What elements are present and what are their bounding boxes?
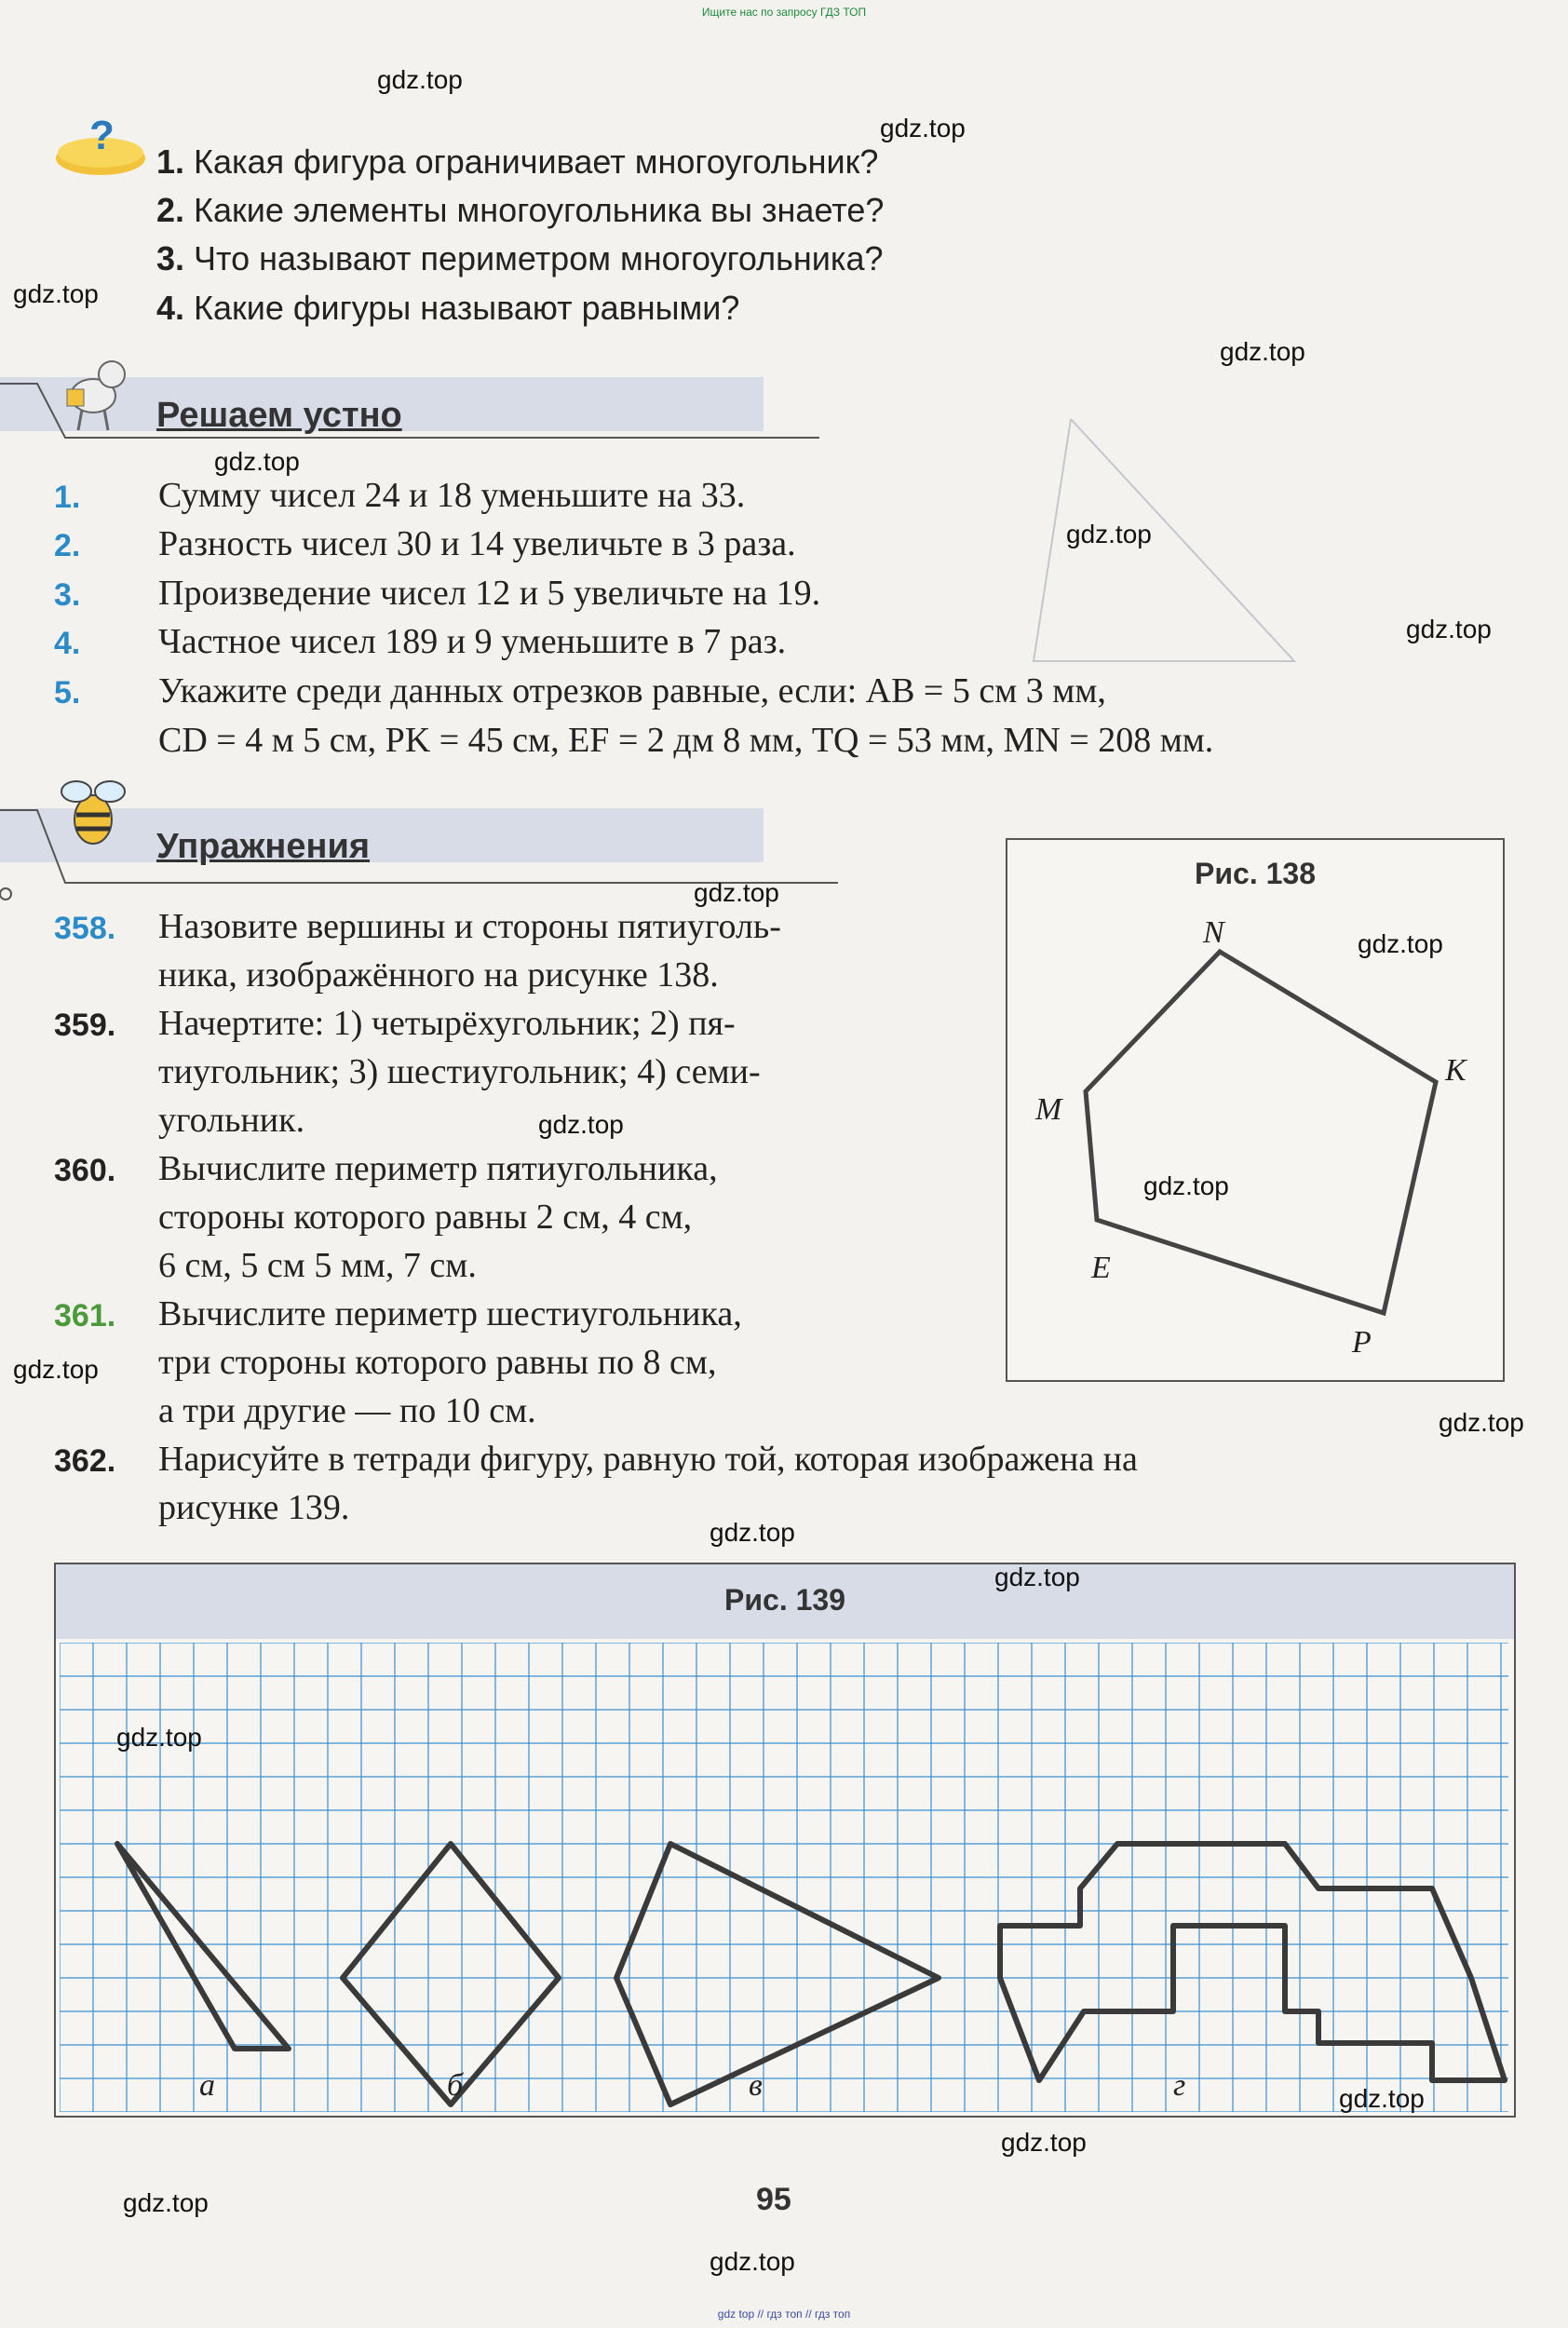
watermark: gdz.top	[1220, 337, 1305, 366]
exercise-num-362: 362.	[54, 1443, 116, 1479]
oral-task-1: Сумму чисел 24 и 18 уменьшите на 33.	[158, 476, 746, 515]
figure-138	[1006, 838, 1505, 1382]
watermark: gdz.top	[1439, 1408, 1524, 1437]
figure-139-grid	[60, 1643, 1508, 2112]
shape-v-quadrilateral	[616, 1844, 939, 2105]
bee-icon	[47, 764, 140, 857]
vertex-label-p: P	[1352, 1325, 1372, 1360]
exercises-section-title: Упражнения	[156, 827, 371, 866]
watermark: gdz.top	[994, 1563, 1080, 1591]
oral-task-3: Произведение чисел 12 и 5 увеличьте на 19.	[158, 574, 821, 613]
oral-num-3: 3.	[54, 577, 81, 613]
figure-139-label-1: а	[199, 2068, 215, 2103]
watermark: gdz.top	[123, 2188, 209, 2217]
watermark: gdz.top	[1066, 520, 1152, 548]
exercise-num-358: 358.	[54, 911, 116, 946]
vertex-label-e: E	[1091, 1251, 1111, 1285]
exercise-362-line2: рисунке 139.	[158, 1488, 350, 1527]
oral-task-5-line1: Укажите среди данных отрезков равные, если: AB = 5 см 3 мм,	[158, 671, 1106, 711]
watermark: gdz.top	[694, 878, 779, 907]
figure-139	[54, 1563, 1516, 2118]
shape-b-rhombus	[343, 1844, 559, 2105]
question-icon	[54, 119, 147, 177]
exercise-num-361: 361.	[54, 1298, 116, 1333]
oral-task-4: Частное чисел 189 и 9 уменьшите в 7 раз.	[158, 622, 787, 661]
exercise-359-line3: угольник.	[158, 1101, 305, 1140]
shape-a-triangle	[117, 1844, 289, 2049]
exercise-361-line2: три стороны которого равны по 8 см,	[158, 1343, 717, 1382]
figure-138-caption: Рис. 138	[1195, 857, 1316, 890]
question-4: 4. Какие фигуры называют равными?	[156, 289, 740, 327]
oral-num-4: 4.	[54, 626, 81, 661]
oral-num-1: 1.	[54, 480, 81, 515]
figure-139-label-2: б	[447, 2068, 464, 2103]
watermark: gdz.top	[1339, 2084, 1425, 2113]
dog-icon	[47, 345, 140, 438]
figure-139-caption: Рис. 139	[724, 1583, 845, 1617]
watermark: gdz.top	[1406, 615, 1492, 643]
watermark: gdz.top	[13, 279, 99, 308]
svg-text:?: ?	[89, 119, 115, 158]
exercise-361-line1: Вычислите периметр шестиугольника,	[158, 1294, 742, 1333]
exercise-359-line2: тиугольник; 3) шестиугольник; 4) семи-	[158, 1052, 761, 1091]
watermark: gdz.top	[710, 2247, 795, 2276]
exercise-358-line1: Назовите вершины и стороны пятиуголь-	[158, 907, 781, 946]
page-number: 95	[756, 2182, 791, 2217]
exercise-num-359: 359.	[54, 1008, 116, 1043]
exercise-360-line1: Вычислите периметр пятиугольника,	[158, 1149, 718, 1188]
exercise-359-line1: Начертите: 1) четырёхугольник; 2) пя-	[158, 1004, 736, 1043]
exercise-361-line3: а три другие — по 10 см.	[158, 1391, 536, 1430]
vertex-label-n: N	[1203, 915, 1224, 950]
exercise-360-line2: стороны которого равны 2 см, 4 см,	[158, 1198, 693, 1237]
watermark: gdz.top	[1358, 929, 1443, 958]
watermark: gdz.top	[214, 447, 300, 476]
exercise-360-line3: 6 см, 5 см 5 мм, 7 см.	[158, 1246, 477, 1285]
question-3: 3. Что называют периметром многоугольника?	[156, 239, 884, 277]
oral-task-2: Разность чисел 30 и 14 увеличьте в 3 раза.	[158, 524, 796, 563]
watermark: gdz.top	[377, 65, 463, 94]
vertex-label-k: K	[1445, 1053, 1467, 1088]
watermark: gdz.top	[538, 1110, 624, 1139]
exercise-num-360: 360.	[54, 1153, 116, 1188]
watermark: gdz.top	[1143, 1171, 1229, 1200]
exercise-362-line1: Нарисуйте в тетради фигуру, равную той, которая изображена на	[158, 1440, 1138, 1479]
watermark: gdz.top	[1001, 2128, 1087, 2157]
oral-num-5: 5.	[54, 675, 81, 711]
question-2: 2. Какие элементы многоугольника вы знаете?	[156, 191, 885, 229]
top-banner: Ищите нас по запросу ГДЗ ТОП	[701, 6, 867, 19]
oral-task-5-line2: CD = 4 м 5 см, PK = 45 см, EF = 2 дм 8 мм, TQ = 53 мм, MN = 208 мм.	[158, 721, 1214, 760]
oral-num-2: 2.	[54, 528, 81, 563]
question-1: 1. Какая фигура ограничивает многоугольник?	[156, 142, 879, 181]
watermark: gdz.top	[13, 1355, 99, 1384]
oral-section-title: Решаем устно	[156, 396, 402, 435]
watermark: gdz.top	[710, 1518, 795, 1547]
figure-139-label-4: г	[1173, 2068, 1186, 2103]
exercise-358-line2: ника, изображённого на рисунке 138.	[158, 955, 719, 995]
vertex-label-m: M	[1035, 1092, 1062, 1127]
figure-139-label-3: в	[749, 2068, 763, 2103]
watermark: gdz.top	[116, 1723, 202, 1752]
watermark: gdz.top	[880, 114, 966, 142]
pentagon-drawing	[1007, 840, 1503, 1380]
bottom-banner: gdz top // гдз топ // гдз топ	[717, 2308, 851, 2321]
